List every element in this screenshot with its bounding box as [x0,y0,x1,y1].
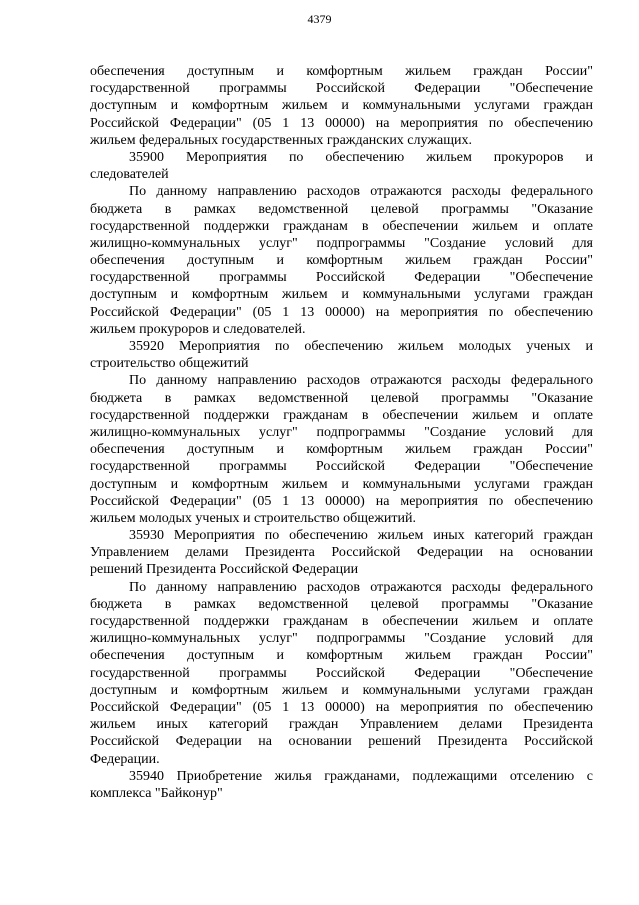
text-line: По данному направлению расходов отражаются расходы федерального [129,373,593,389]
paragraph [90,372,593,527]
text-line: жильем федеральных государственных гражданских служащих. [90,132,472,148]
text-line: По данному направлению расходов отражаются расходы федерального [129,579,593,595]
text-line: доступным и комфортным жильем и коммунальными услугами граждан [90,287,593,303]
text-line: 35940 Приобретение жилья гражданами, подлежащими отселению с [129,768,593,784]
text-line: Российской Федерации" (05 1 13 00000) на мероприятия по обеспечению [90,304,593,320]
text-line: государственной программы Российской Федерации "Обеспечение [90,459,593,475]
text-line: бюджета в рамках ведомственной целевой программы "Оказание [90,596,593,612]
text-line: жильем иных категорий граждан Управлением делами Президента [90,717,593,733]
text-line: бюджета в рамках ведомственной целевой программы "Оказание [90,201,593,217]
text-line: жильем прокуроров и следователей. [90,321,306,337]
text-line: доступным и комфортным жильем и коммунальными услугами граждан [90,476,593,492]
text-line: жилищно-коммунальных услуг" подпрограммы "Создание условий для [90,235,593,251]
text-line: строительство общежитий [90,356,249,372]
text-line: следователей [90,167,169,183]
text-line: Федерации. [90,751,160,767]
page-number: 4379 [307,12,332,26]
text-line: 35900 Мероприятия по обеспечению жильем прокуроров и [129,149,593,165]
paragraph [90,63,593,149]
text-line: 35930 Мероприятия по обеспечению жильем иных категорий граждан [129,528,593,544]
text-line: доступным и комфортным жильем и коммунальными услугами граждан [90,682,593,698]
text-line: комплекса "Байконур" [90,785,223,801]
paragraph [90,579,593,768]
text-line: Российской Федерации" (05 1 13 00000) на мероприятия по обеспечению [90,115,593,131]
paragraph [90,768,593,802]
paragraph [90,149,593,183]
text-line: государственной поддержки гражданам в обеспечении жильем и оплате [90,218,593,234]
text-line: обеспечения доступным и комфортным жильем граждан России" [90,442,593,458]
paragraph [90,338,593,372]
paragraph [90,183,593,338]
text-line: государственной программы Российской Федерации "Обеспечение [90,270,593,286]
text-line: обеспечения доступным и комфортным жильем граждан России" [90,64,593,79]
paragraph [90,527,593,579]
document-body [90,63,593,802]
text-line: Российской Федерации" (05 1 13 00000) на мероприятия по обеспечению [90,699,593,715]
text-line: обеспечения доступным и комфортным жильем граждан России" [90,253,593,269]
text-line: государственной поддержки гражданам в обеспечении жильем и оплате [90,407,593,423]
text-line: доступным и комфортным жильем и коммунальными услугами граждан [90,98,593,114]
text-line: Российской Федерации" (05 1 13 00000) на мероприятия по обеспечению [90,493,593,509]
text-line: государственной программы Российской Федерации "Обеспечение [90,81,593,97]
text-line: Российской Федерации на основании решений Президента Российской [90,734,593,750]
text-line: обеспечения доступным и комфортным жильем граждан России" [90,648,593,664]
text-line: жилищно-коммунальных услуг" подпрограммы "Создание условий для [90,631,593,647]
text-line: государственной программы Российской Федерации "Обеспечение [90,665,593,681]
text-line: Управлением делами Президента Российской Федерации на основании [90,545,593,561]
text-line: решений Президента Российской Федерации [90,562,359,578]
text-line: жильем молодых ученых и строительство общежитий. [90,510,416,526]
text-line: государственной поддержки гражданам в обеспечении жильем и оплате [90,614,593,629]
text-line: бюджета в рамках ведомственной целевой программы "Оказание [90,390,593,406]
text-line: жилищно-коммунальных услуг" подпрограммы "Создание условий для [90,424,593,440]
text-line: По данному направлению расходов отражаются расходы федерального [129,184,593,200]
text-line: 35920 Мероприятия по обеспечению жильем молодых ученых и [129,339,593,354]
